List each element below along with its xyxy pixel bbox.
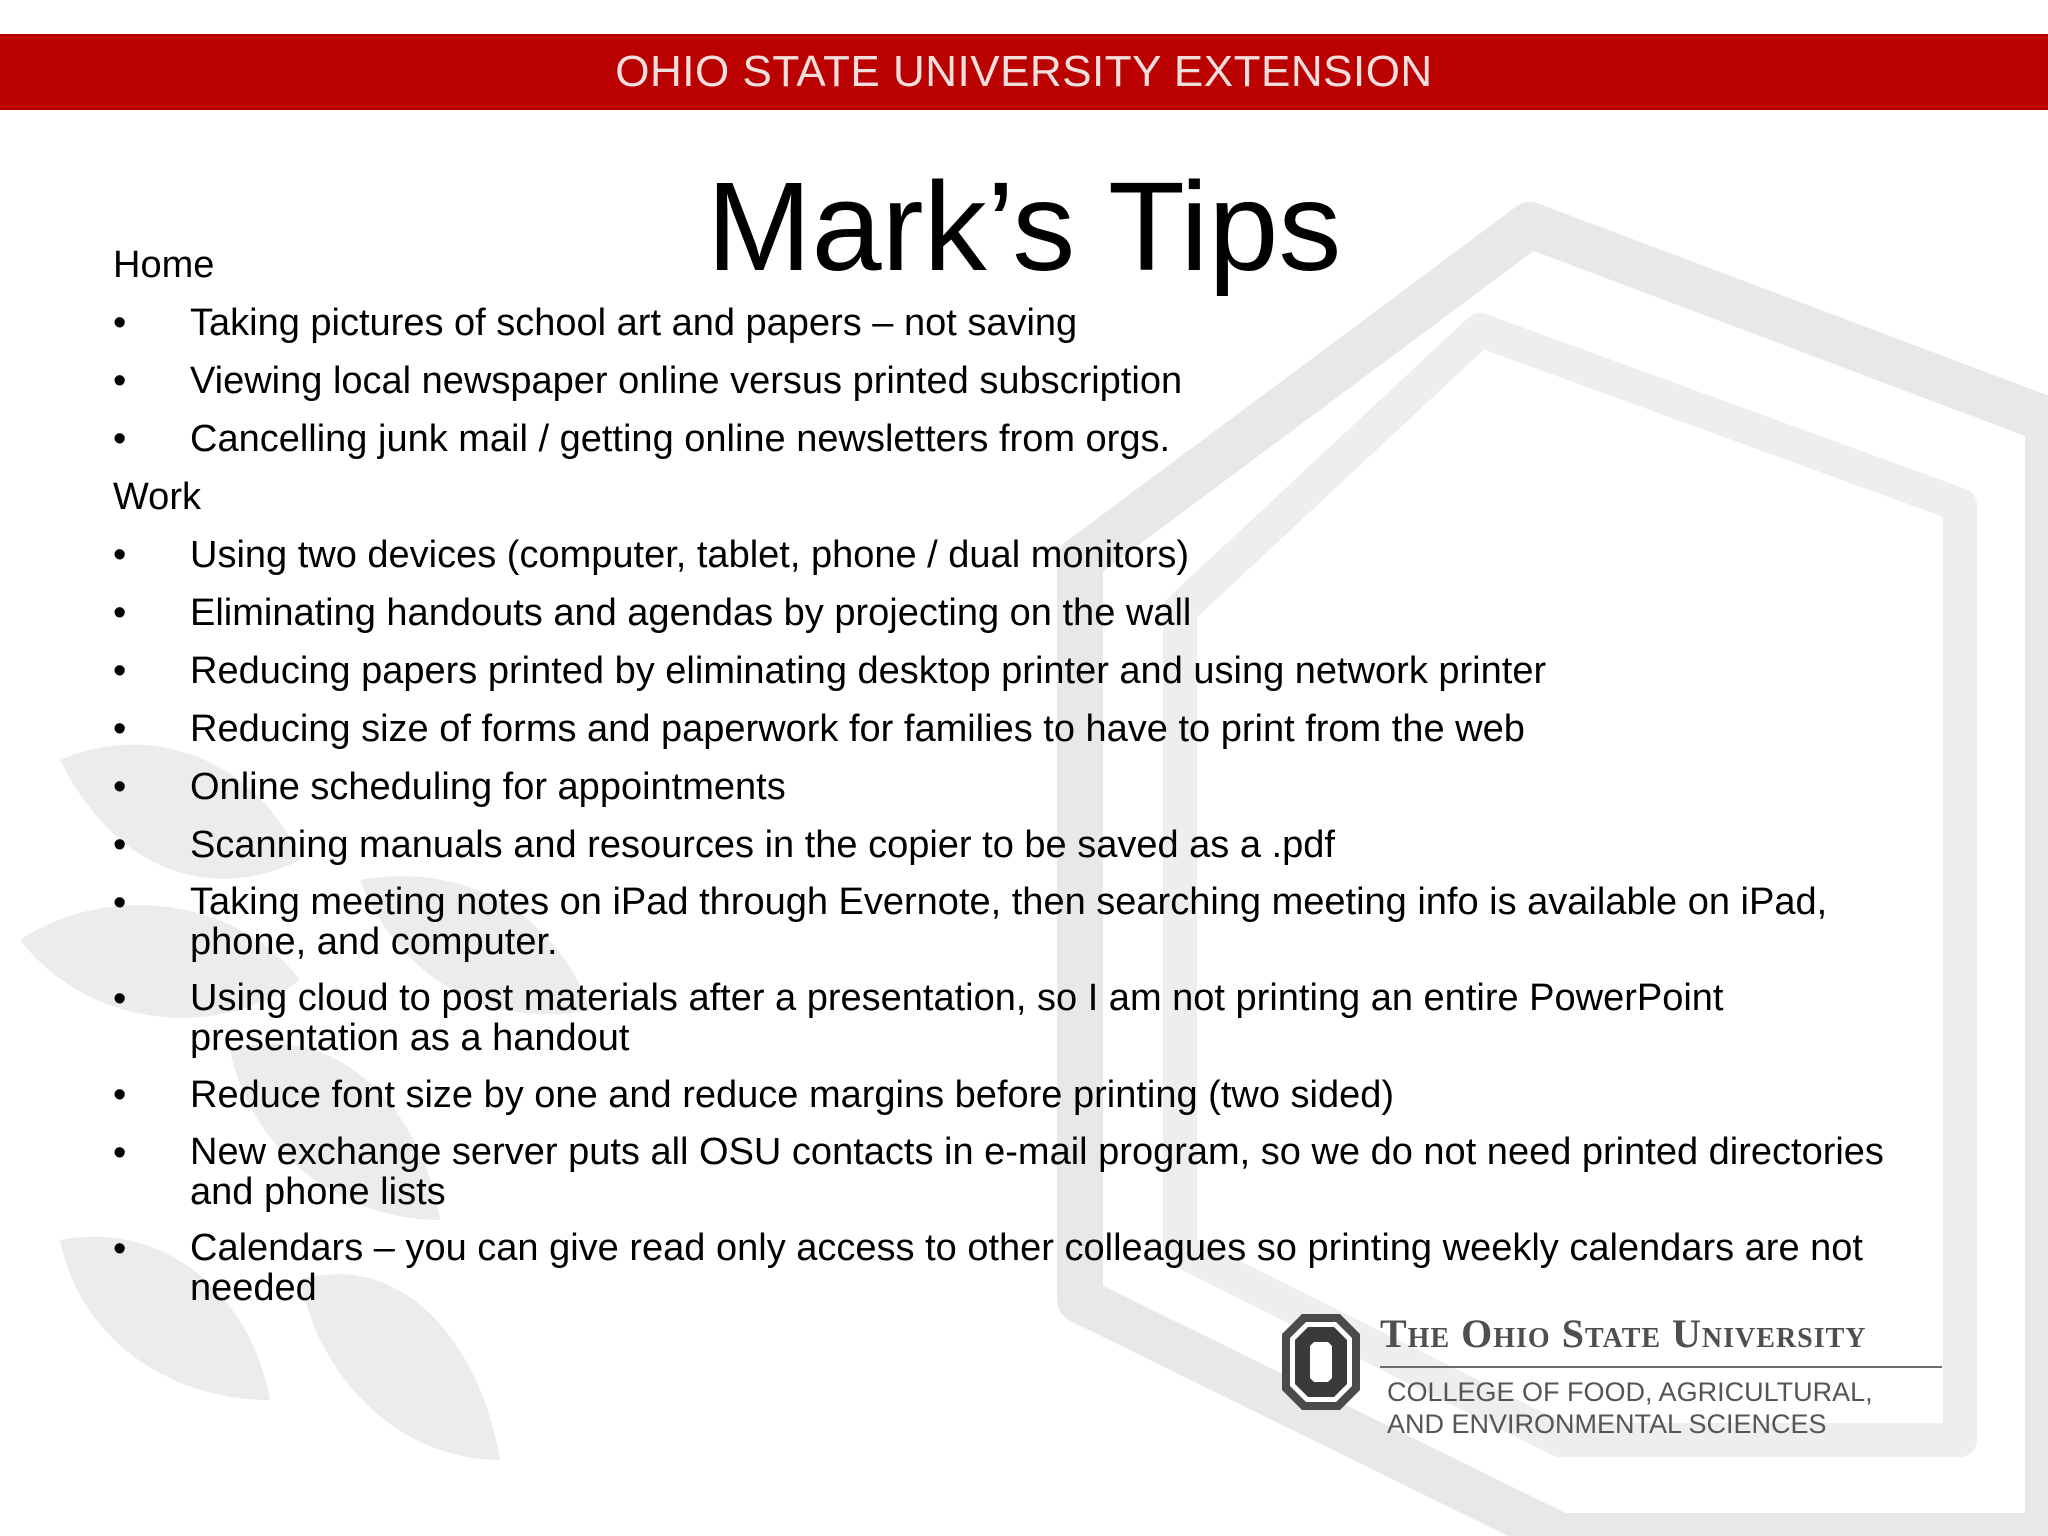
bullet: • — [113, 824, 127, 866]
home-tips-list — [113, 294, 1943, 468]
banner-title: OHIO STATE UNIVERSITY EXTENSION — [615, 47, 1433, 96]
list-item — [113, 874, 1943, 970]
list-item — [113, 642, 1943, 700]
list-item — [113, 700, 1943, 758]
list-item — [113, 410, 1943, 468]
list-item-text: Taking meeting notes on iPad through Evernote, then searching meeting info is available on iPad, phone, and computer. — [190, 881, 1828, 963]
list-item — [113, 758, 1943, 816]
bullet: • — [113, 1228, 127, 1270]
bullet: • — [113, 302, 127, 344]
bullet: • — [113, 1132, 127, 1174]
college-line-2: AND ENVIRONMENTAL SCIENCES — [1387, 1409, 1827, 1439]
list-item-text: Scanning manuals and resources in the copier to be saved as a .pdf — [190, 824, 1335, 866]
section-heading-work: Work — [113, 476, 201, 518]
list-item — [113, 970, 1943, 1066]
list-item — [113, 1066, 1943, 1124]
list-item — [113, 584, 1943, 642]
list-item — [113, 816, 1943, 874]
list-item — [113, 526, 1943, 584]
university-name: The Ohio State University — [1380, 1311, 1867, 1356]
tips-content — [113, 236, 1943, 1316]
list-item-text: Reducing size of forms and paperwork for families to have to print from the web — [190, 708, 1525, 750]
bullet: • — [113, 418, 127, 460]
bullet: • — [113, 882, 127, 924]
list-item-text: Using two devices (computer, tablet, phone / dual monitors) — [190, 534, 1190, 576]
slide-title: Mark’s Tips — [706, 156, 1342, 297]
work-tips-list — [113, 526, 1943, 1316]
bullet: • — [113, 592, 127, 634]
list-item-text: Using cloud to post materials after a presentation, so I am not printing an entire PowerPoint presentation as a handout — [190, 977, 1724, 1059]
bullet: • — [113, 978, 127, 1020]
list-item-text: Reduce font size by one and reduce margins before printing (two sided) — [190, 1074, 1395, 1116]
list-item — [113, 294, 1943, 352]
list-item-text: Viewing local newspaper online versus printed subscription — [190, 360, 1183, 402]
list-item — [113, 352, 1943, 410]
bullet: • — [113, 534, 127, 576]
bullet: • — [113, 360, 127, 402]
college-name — [1387, 1376, 1873, 1440]
list-item-text: New exchange server puts all OSU contacts in e-mail program, so we do not need printed directories and phone lists — [190, 1131, 1884, 1213]
list-item — [113, 1220, 1943, 1316]
list-item-text: Calendars – you can give read only access to other colleagues so printing weekly calendars are not needed — [190, 1227, 1863, 1309]
section-heading-home: Home — [113, 244, 215, 286]
list-item-text: Online scheduling for appointments — [190, 766, 786, 808]
list-item-text: Cancelling junk mail / getting online newsletters from orgs. — [190, 418, 1171, 460]
bullet: • — [113, 650, 127, 692]
list-item — [113, 1124, 1943, 1220]
osu-logo — [1280, 1310, 1960, 1440]
header-banner — [0, 34, 2048, 110]
bullet: • — [113, 1074, 127, 1116]
bullet: • — [113, 708, 127, 750]
logo-divider — [1380, 1366, 1942, 1368]
list-item-text: Eliminating handouts and agendas by projecting on the wall — [190, 592, 1192, 634]
bullet: • — [113, 766, 127, 808]
college-line-1: COLLEGE OF FOOD, AGRICULTURAL, — [1387, 1377, 1873, 1407]
list-item-text: Taking pictures of school art and papers – not saving — [190, 302, 1078, 344]
list-item-text: Reducing papers printed by eliminating desktop printer and using network printer — [190, 650, 1547, 692]
block-o-icon — [1280, 1312, 1362, 1412]
